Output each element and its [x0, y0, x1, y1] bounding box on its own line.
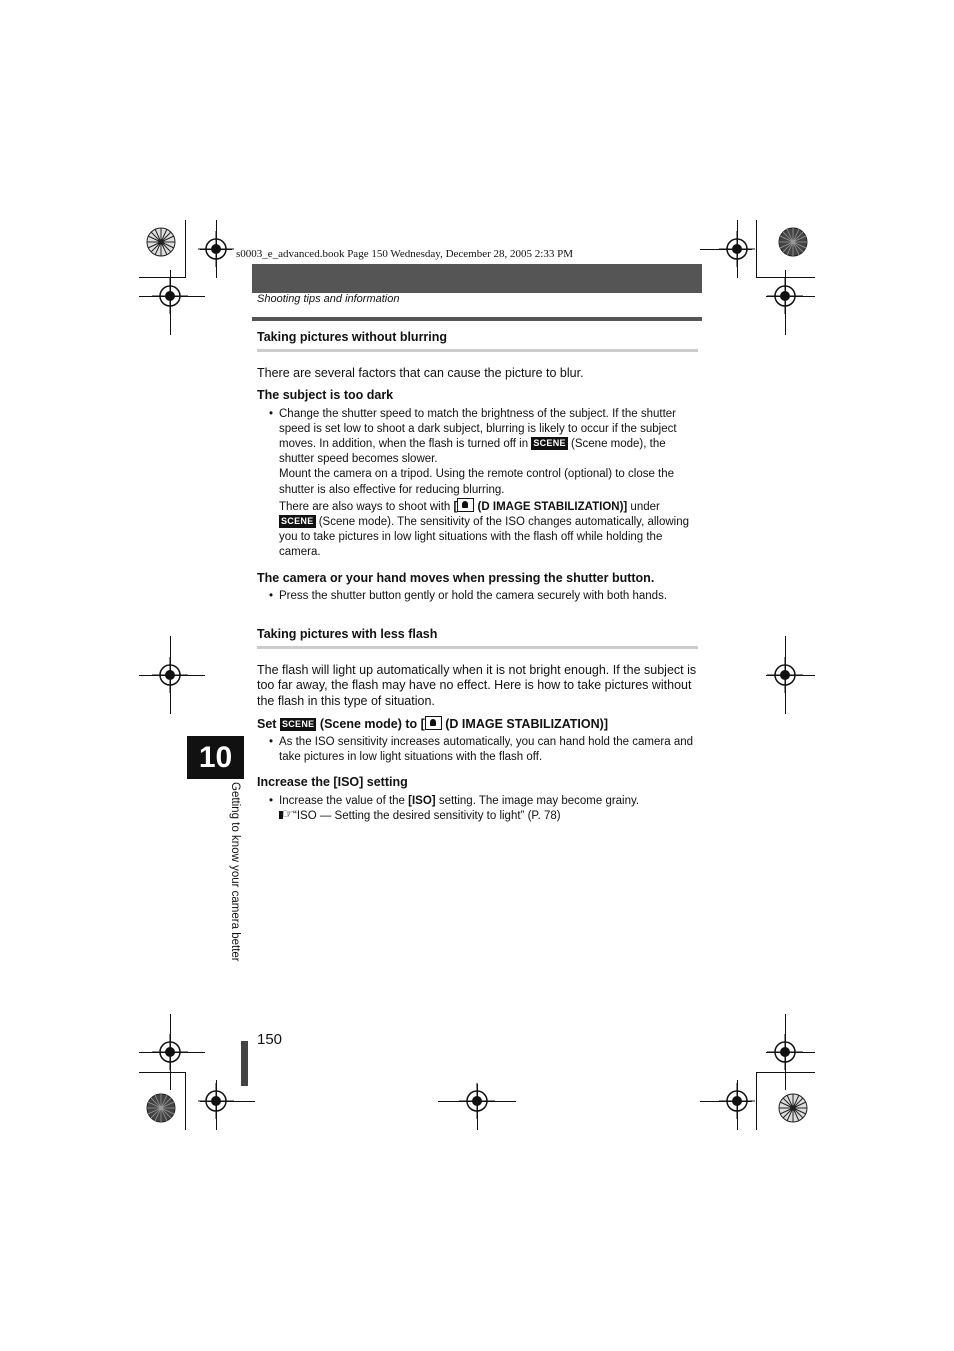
header-rule: [252, 317, 702, 321]
starburst-target-icon: [146, 1093, 176, 1123]
subheading-increase-iso: Increase the [ISO] setting: [257, 775, 408, 790]
bullet-dot: •: [269, 407, 274, 420]
bold-text: [: [453, 500, 458, 513]
bullet-dot: •: [269, 589, 274, 602]
section-title-blurring: Taking pictures without blurring: [257, 330, 698, 352]
starburst-target-icon: [778, 1093, 808, 1123]
scene-mode-icon: SCENE: [281, 516, 314, 527]
registration-target-icon: [765, 655, 805, 695]
registration-target-icon: [765, 276, 805, 316]
text: (Scene mode). The sensitivity of the ISO changes automatically, allowing you to take pictures in low light situations with the flash off while holding the camera.: [279, 516, 690, 559]
book-info-line: s0003_e_advanced.book Page 150 Wednesday, December 28, 2005 2:33 PM: [236, 248, 573, 260]
header-label: Shooting tips and information: [257, 293, 400, 305]
registration-target-icon: [150, 276, 190, 316]
section-title-less-flash: Taking pictures with less flash: [257, 627, 698, 649]
crop-mark: [185, 220, 186, 278]
registration-target-icon: [196, 1081, 236, 1121]
registration-target-icon: [765, 1032, 805, 1072]
list-item: [257, 794, 698, 824]
subheading-set-scene: [257, 716, 698, 732]
text: (D IMAGE STABILIZATION)]: [441, 716, 608, 731]
cross-reference: [279, 809, 698, 824]
crop-mark: [756, 1072, 815, 1073]
image-stabilization-icon: [457, 498, 474, 512]
scene-mode-icon: SCENE: [533, 438, 566, 449]
paragraph: [279, 407, 698, 468]
text: (Scene mode), the shutter speed becomes slower.: [279, 438, 666, 466]
bullet-dot: •: [269, 794, 274, 807]
registration-target-icon: [150, 655, 190, 695]
starburst-target-icon: [146, 227, 176, 257]
list-item: [257, 407, 698, 561]
registration-target-icon: [717, 229, 757, 269]
reference-hand-icon: [279, 809, 293, 820]
text: Increase the value of the: [279, 794, 409, 807]
header-bar: [252, 264, 702, 293]
section-intro: There are several factors that can cause the picture to blur.: [257, 366, 584, 381]
image-stabilization-icon: [425, 716, 442, 730]
text: Set: [257, 716, 280, 731]
subheading-camera-moves: The camera or your hand moves when pressing the shutter button.: [257, 570, 655, 585]
section-intro: The flash will light up automatically when it is not bright enough. If the subject is too far away, the flash may have no effect. Here is how to take pictures without the flash in this type of situation.: [257, 663, 697, 708]
page-number: 150: [257, 1031, 283, 1048]
chapter-label-text: Getting to know your camera better: [229, 782, 241, 962]
starburst-target-icon: [778, 227, 808, 257]
bold-text: [ISO]: [408, 794, 436, 807]
registration-target-icon: [196, 229, 236, 269]
registration-target-icon: [457, 1081, 497, 1121]
list-item: [257, 735, 698, 765]
registration-target-icon: [150, 1032, 190, 1072]
registration-target-icon: [717, 1081, 757, 1121]
reference-link[interactable]: “ISO — Setting the desired sensitivity to light” (P. 78): [293, 809, 561, 822]
bullet-dot: •: [269, 736, 274, 749]
text: There are also ways to shoot with: [279, 500, 454, 513]
page-content: [257, 330, 698, 824]
paragraph: [279, 794, 698, 809]
text: (Scene mode) to [: [316, 716, 425, 731]
text: Change the shutter speed to match the brightness of the subject. If the shutter speed is set low to shoot a dark subject, blurring is likely to occur if the subject moves. In addition, when the flash is turned off in: [279, 407, 677, 451]
text: under: [627, 500, 660, 513]
paragraph: [279, 498, 698, 561]
crop-mark: [139, 1072, 185, 1073]
paragraph: As the ISO sensitivity increases automatically, you can hand hold the camera and take pictures in low light situations with the flash off.: [279, 736, 694, 764]
subheading-subject-dark: The subject is too dark: [257, 388, 394, 403]
chapter-side-label: [229, 782, 245, 992]
crop-mark: [185, 1072, 186, 1130]
scene-mode-icon: SCENE: [281, 718, 315, 729]
page-number-bar: [241, 1041, 248, 1086]
chapter-number-tab: 10: [187, 736, 244, 779]
text: setting. The image may become grainy.: [435, 794, 640, 807]
paragraph: Mount the camera on a tripod. Using the remote control (optional) to close the shutter is also effective for reducing blurring.: [279, 468, 675, 496]
list-item: [257, 589, 698, 604]
bold-text: (D IMAGE STABILIZATION)]: [474, 500, 628, 513]
paragraph: Press the shutter button gently or hold the camera securely with both hands.: [279, 589, 668, 602]
